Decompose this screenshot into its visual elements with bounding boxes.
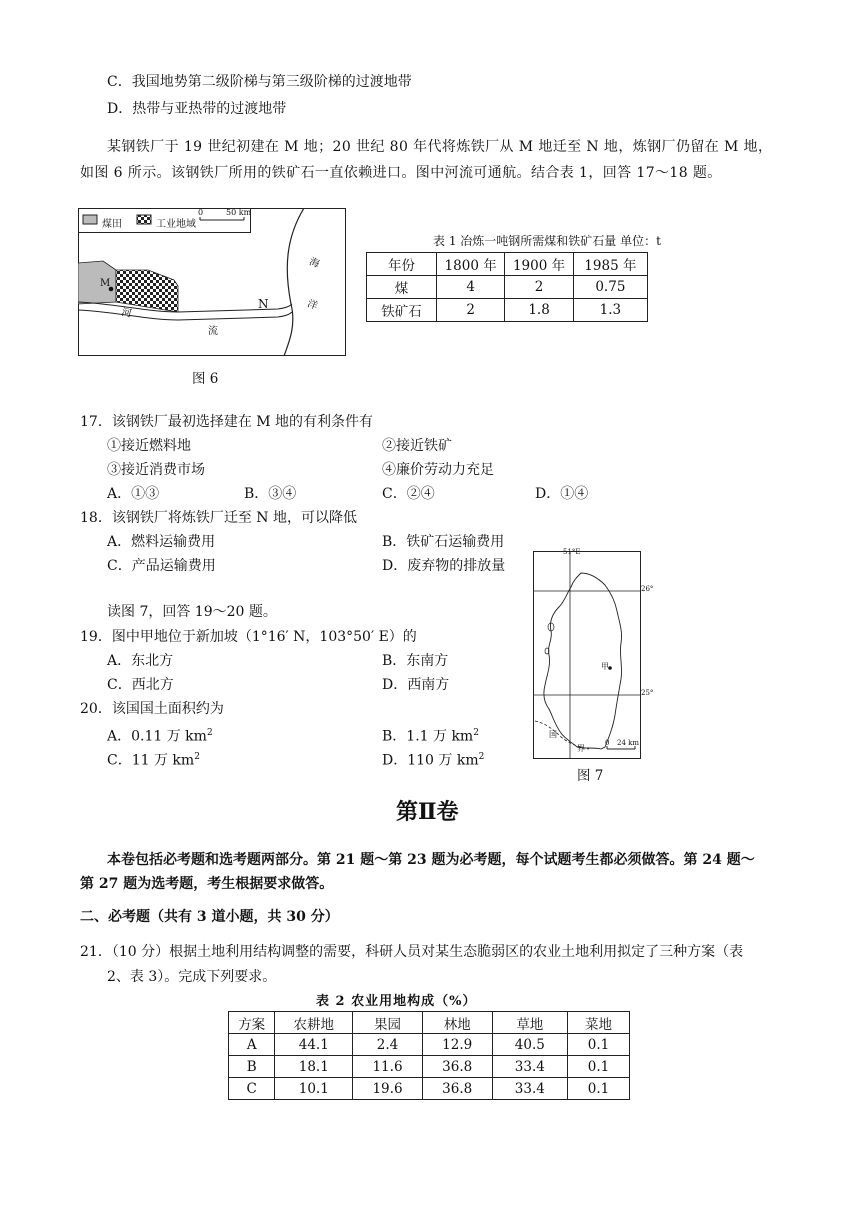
table-1-header: 年份 — [367, 253, 437, 276]
table-2-cell: 10.1 — [275, 1078, 353, 1100]
q17-statement-1: ①接近燃料地 — [107, 438, 191, 454]
q17-statement-3: ③接近消费市场 — [107, 462, 205, 478]
table-2-cell: 12.9 — [422, 1034, 492, 1056]
figure-7-map — [533, 548, 654, 759]
fig7-lat26-label: 26° — [641, 585, 654, 593]
scale-label: 50 km — [226, 208, 252, 217]
q19-option-b: B．东南方 — [382, 653, 449, 669]
coal-field-area — [78, 261, 116, 304]
part-2-intro-line1: 本卷包括必考题和选考题两部分。第 21 题～第 23 题为必考题，每个试题考生都必须做答。第 24 题～ — [107, 852, 755, 868]
table-1-cell: 1.3 — [573, 299, 647, 322]
industry-swatch — [137, 215, 151, 224]
q18-option-c: C．产品运输费用 — [107, 558, 216, 574]
scale-zero: 0 — [198, 208, 204, 217]
intro-19-20: 读图 7，回答 19～20 题。 — [107, 604, 277, 620]
q20-option-d — [382, 745, 484, 773]
table-2-cell: 36.8 — [422, 1078, 492, 1100]
legend-coal-label: 煤田 — [102, 219, 122, 230]
section-heading: 二、必考题（共有 3 道小题，共 30 分） — [80, 909, 339, 925]
q17-option-c: C．②④ — [382, 486, 435, 502]
table-row — [229, 1078, 630, 1100]
q18-option-d: D．废弃物的排放量 — [382, 558, 506, 574]
table-2-cell: 33.4 — [492, 1056, 568, 1078]
q16-option-c: C．我国地势第二级阶梯与第三级阶梯的过渡地带 — [107, 74, 412, 90]
q19-option-c: C．西北方 — [107, 677, 174, 693]
table-2-cell: 40.5 — [492, 1034, 568, 1056]
table-2-cell: B — [229, 1056, 275, 1078]
table-2-cell: 11.6 — [353, 1056, 423, 1078]
q19-option-d: D．西南方 — [382, 677, 450, 693]
q20-stem: 20．该国国土面积约为 — [80, 701, 224, 717]
table-1 — [366, 252, 648, 322]
table-1-header: 1985 年 — [573, 253, 647, 276]
fig7-border-label-2: 界 — [577, 744, 585, 753]
table-2 — [228, 1011, 630, 1100]
superscript: 2 — [478, 752, 485, 762]
q17-option-d: D．①④ — [535, 486, 589, 502]
legend-industry-label: 工业地域 — [156, 219, 196, 230]
q17-statement-2: ②接近铁矿 — [382, 438, 452, 454]
table-row — [367, 276, 648, 299]
table-2-cell: 33.4 — [492, 1078, 568, 1100]
fig7-jia-label: 甲 — [601, 662, 609, 671]
river-label-2: 流 — [208, 326, 218, 337]
table-row — [367, 299, 648, 322]
fig7-lon-label: 51°E — [563, 548, 581, 556]
fig7-scale-label: 24 km — [617, 739, 640, 747]
table-2-cell: 0.1 — [568, 1034, 630, 1056]
table-row — [229, 1034, 630, 1056]
q19-stem: 19．图中甲地位于新加坡（1°16′ N，103°50′ E）的 — [80, 629, 417, 645]
q21-line2: 2、表 3）。完成下列要求。 — [107, 969, 277, 985]
sea-label-2: 洋 — [305, 298, 319, 313]
table-1-caption: 表 1 冶炼一吨钢所需煤和铁矿石量 单位：t — [433, 234, 661, 248]
q20-option-c — [107, 745, 200, 773]
table-1-cell: 0.75 — [573, 276, 647, 299]
table-2-cell: 0.1 — [568, 1056, 630, 1078]
table-row — [229, 1056, 630, 1078]
q18-stem: 18．该钢铁厂将炼铁厂迁至 N 地，可以降低 — [80, 510, 357, 526]
river-label-1: 河 — [120, 307, 133, 320]
table-2-header: 林地 — [422, 1012, 492, 1034]
table-2-cell: 18.1 — [275, 1056, 353, 1078]
table-1-cell: 2 — [505, 276, 573, 299]
table-2-header: 果园 — [353, 1012, 423, 1034]
superscript: 2 — [194, 752, 200, 762]
table-1-cell: 1.8 — [505, 299, 573, 322]
part-2-title: 第Ⅱ卷 — [396, 799, 459, 825]
table-2-header: 草地 — [492, 1012, 568, 1034]
q16-option-d: D．热带与亚热带的过渡地带 — [107, 101, 287, 117]
label-n: N — [258, 297, 269, 311]
table-2-cell: 36.8 — [422, 1056, 492, 1078]
table-1-cell: 铁矿石 — [367, 299, 437, 322]
table-2-header: 农耕地 — [275, 1012, 353, 1034]
superscript: 2 — [206, 728, 213, 738]
table-2-cell: 44.1 — [275, 1034, 353, 1056]
fig7-lat25-label: 25° — [641, 689, 654, 697]
table-2-cell: 19.6 — [353, 1078, 423, 1100]
table-1-cell: 煤 — [367, 276, 437, 299]
label-m: M — [100, 278, 111, 289]
q20-option-b-text: B．1.1 万 km — [382, 728, 474, 745]
intro-17-18-line2: 如图 6 所示。该钢铁厂所用的铁矿石一直依赖进口。图中河流可通航。结合表 1，回答 17～18 题。 — [80, 165, 722, 181]
q17-stem: 17．该钢铁厂最初选择建在 M 地的有利条件有 — [80, 414, 374, 430]
coal-field-swatch — [83, 215, 97, 224]
intro-17-18-line1: 某钢铁厂于 19 世纪初建在 M 地；20 世纪 80 年代将炼铁厂从 M 地迁至 N 地，炼钢厂仍留在 M 地， — [107, 139, 773, 155]
table-1-cell: 2 — [436, 299, 504, 322]
q17-option-a: A．①③ — [107, 486, 160, 502]
q17-option-b: B．③④ — [244, 486, 297, 502]
figure-7-svg — [533, 551, 641, 759]
figure-6-map — [78, 208, 346, 356]
q19-option-a: A．东北方 — [107, 653, 174, 669]
fig7-scale-zero: 0 — [605, 739, 610, 747]
sea-label-1: 海 — [307, 256, 321, 271]
table-2-header: 菜地 — [568, 1012, 630, 1034]
table-1-cell: 4 — [436, 276, 504, 299]
superscript: 2 — [473, 728, 479, 738]
q20-option-d-text: D．110 万 km — [382, 752, 479, 769]
table-2-cell: C — [229, 1078, 275, 1100]
table-2-caption: 表 2 农业用地构成（%） — [316, 994, 477, 1009]
q20-option-c-text: C．11 万 km — [107, 752, 195, 769]
table-2-cell: 0.1 — [568, 1078, 630, 1100]
table-1-header: 1800 年 — [436, 253, 504, 276]
table-2-cell: A — [229, 1034, 275, 1056]
figure-6-caption: 图 6 — [192, 371, 219, 387]
q21-line1: 21．（10 分）根据土地利用结构调整的需要，科研人员对某生态脆弱区的农业土地利用拟定了三种方案（表 — [80, 944, 744, 960]
q17-statement-4: ④廉价劳动力充足 — [382, 462, 494, 478]
fig7-border-label-1: 国 — [549, 730, 557, 739]
table-2-cell: 2.4 — [353, 1034, 423, 1056]
figure-7-caption: 图 7 — [577, 768, 604, 784]
q20-option-a-text: A．0.11 万 km — [107, 728, 207, 745]
q18-option-a: A．燃料运输费用 — [107, 534, 216, 550]
q18-option-b: B．铁矿石运输费用 — [382, 534, 505, 550]
table-2-header: 方案 — [229, 1012, 275, 1034]
table-1-header: 1900 年 — [505, 253, 573, 276]
part-2-intro-line2: 第 27 题为选考题，考生根据要求做答。 — [80, 876, 334, 892]
